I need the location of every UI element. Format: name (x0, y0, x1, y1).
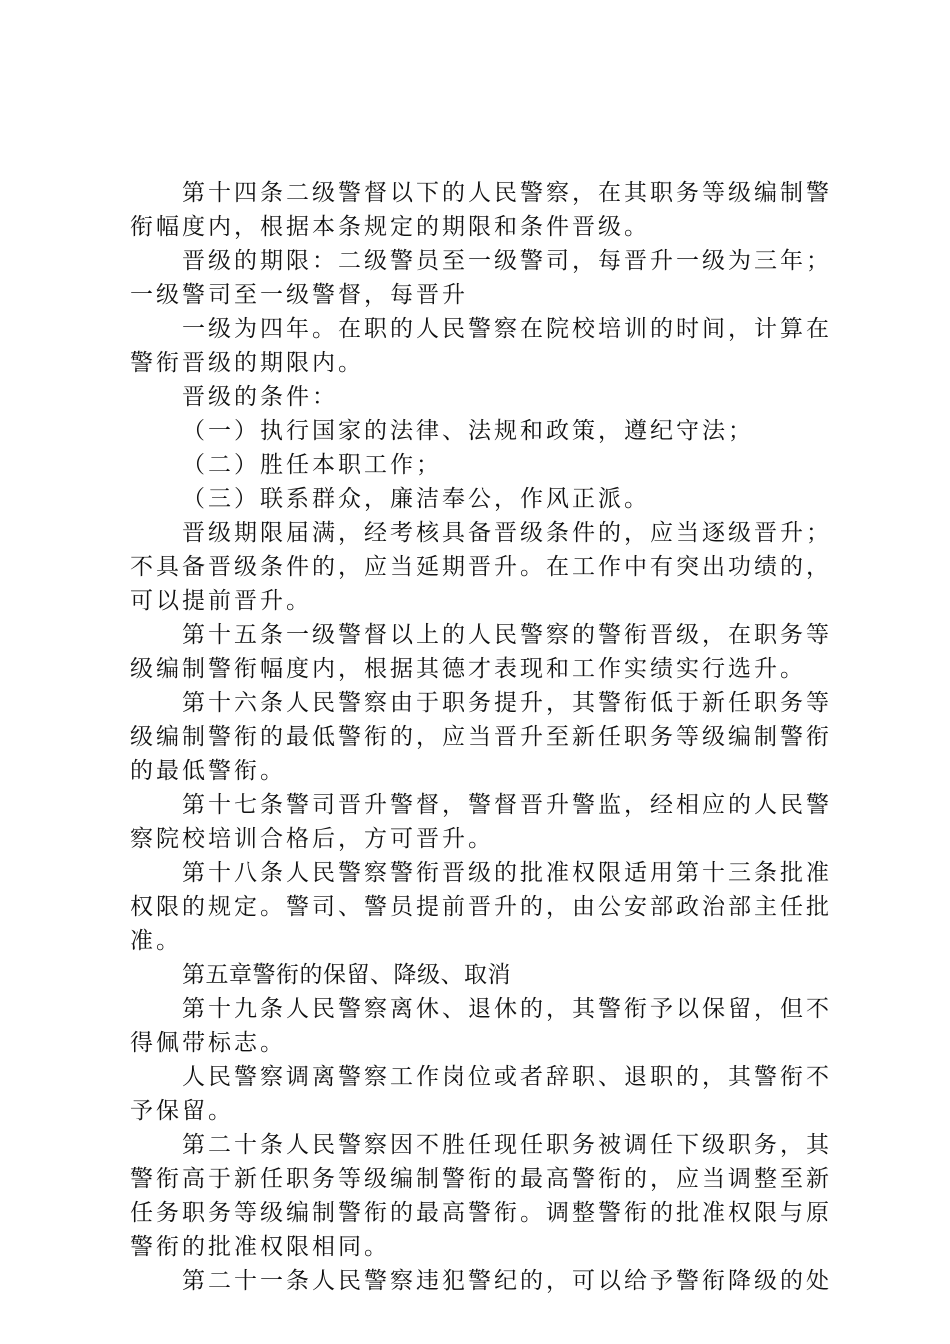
rank-not-retained-paragraph: 人民警察调离警察工作岗位或者辞职、退职的，其警衔不予保留。 (130, 1064, 832, 1124)
article-21-paragraph: 第二十一条人民警察违犯警纪的，可以给予警衔降级的处 (182, 1268, 832, 1294)
document-body (130, 176, 832, 1298)
article-14-paragraph: 第十四条二级警督以下的人民警察，在其职务等级编制警衔幅度内，根据本条规定的期限和条件晋级。 (130, 180, 832, 240)
article-19-paragraph: 第十九条人民警察离休、退休的，其警衔予以保留，但不得佩带标志。 (130, 996, 832, 1056)
article-17-paragraph: 第十七条警司晋升警督，警督晋升警监，经相应的人民警察院校培训合格后，方可晋升。 (130, 792, 832, 852)
promotion-period-continued-paragraph: 一级为四年。在职的人民警察在院校培训的时间，计算在警衔晋级的期限内。 (130, 316, 832, 376)
promotion-period-paragraph: 晋级的期限：二级警员至一级警司，每晋升一级为三年；一级警司至一级警督，每晋升 (130, 248, 832, 308)
chapter-5-heading: 第五章警衔的保留、降级、取消 (182, 962, 511, 988)
promotion-conditions-heading: 晋级的条件： (182, 384, 338, 410)
article-20-paragraph: 第二十条人民警察因不胜任现任职务被调任下级职务，其警衔高于新任职务等级编制警衔的最高警衔的，应当调整至新任务职务等级编制警衔的最高警衔。调整警衔的批准权限与原警衔的批准权限相同。 (130, 1132, 832, 1260)
condition-item-1: （一）执行国家的法律、法规和政策，遵纪守法； (182, 418, 754, 444)
article-16-paragraph: 第十六条人民警察由于职务提升，其警衔低于新任职务等级编制警衔的最低警衔的，应当晋升至新任职务等级编制警衔的最低警衔。 (130, 690, 832, 784)
promotion-expiry-paragraph: 晋级期限届满，经考核具备晋级条件的，应当逐级晋升；不具备晋级条件的，应当延期晋升。在工作中有突出功绩的，可以提前晋升。 (130, 520, 832, 614)
condition-item-2: （二）胜任本职工作； (182, 452, 442, 478)
article-15-paragraph: 第十五条一级警督以上的人民警察的警衔晋级，在职务等级编制警衔幅度内，根据其德才表现和工作实绩实行选升。 (130, 622, 832, 682)
article-18-paragraph: 第十八条人民警察警衔晋级的批准权限适用第十三条批准权限的规定。警司、警员提前晋升的，由公安部政治部主任批准。 (130, 860, 832, 954)
condition-item-3: （三）联系群众，廉洁奉公，作风正派。 (182, 486, 650, 512)
